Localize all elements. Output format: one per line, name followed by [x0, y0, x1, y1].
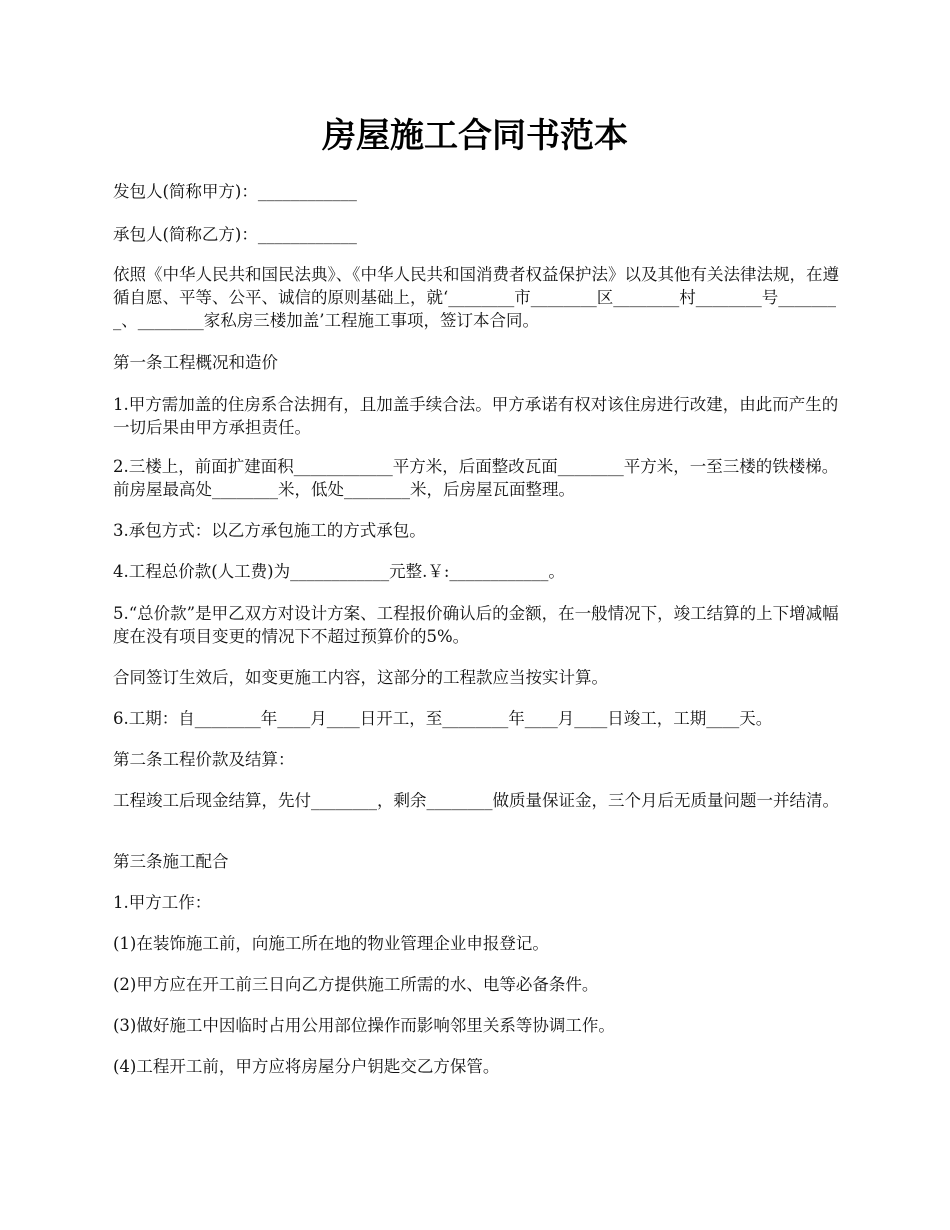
clause-3-1-item-2: (2)甲方应在开工前三日向乙方提供施工所需的水、电等必备条件。 [113, 975, 599, 994]
clause-1-4: 4.工程总价款(人工费)为____________元整.￥:____________。 [113, 562, 565, 581]
clause-1-5-note: 合同签订生效后，如变更施工内容，这部分的工程款应当按实计算。 [113, 668, 608, 687]
clause-1-3: 3.承包方式：以乙方承包施工的方式承包。 [113, 521, 426, 540]
article-2-text: 工程竣工后现金结算，先付________，剩余________做质量保证金，三个月后无质量问题一并结清。 [113, 791, 839, 810]
clause-1-6: 6.工期：自________年____月____日开工，至________年____月____日竣工，工期____天。 [113, 709, 773, 728]
document-title: 房屋施工合同书范本 [322, 116, 628, 156]
party-b-line: 承包人(简称乙方)：____________ [113, 225, 357, 244]
clause-3-1-item-4: (4)工程开工前，甲方应将房屋分户钥匙交乙方保管。 [113, 1057, 500, 1076]
clause-1-2: 2.三楼上，前面扩建面积____________平方米，后面整改瓦面________平方米，一至三楼的铁楼梯。前房屋最高处________米，低处________米，后房屋瓦面整理。 [113, 457, 839, 499]
article-3-heading: 第三条施工配合 [113, 852, 229, 871]
party-a-line: 发包人(简称甲方)：____________ [113, 182, 357, 201]
preamble-paragraph: 依照《中华人民共和国民法典》、《中华人民共和国消费者权益保护法》以及其他有关法律法规，在遵循自愿、平等、公平、诚信的原则基础上，就‘________市________区________村________号________、________家私房三楼加盖’工程施工事项，签订本合同。 [113, 265, 839, 330]
clause-3-1-item-3: (3)做好施工中因临时占用公用部位操作而影响邻里关系等协调工作。 [113, 1016, 615, 1035]
clause-1-1: 1.甲方需加盖的住房系合法拥有，且加盖手续合法。甲方承诺有权对该住房进行改建，由此而产生的一切后果由甲方承担责任。 [113, 395, 839, 437]
clause-3-1-item-1: (1)在装饰施工前，向施工所在地的物业管理企业申报登记。 [113, 934, 549, 953]
clause-3-1: 1.甲方工作： [113, 893, 212, 912]
article-2-heading: 第二条工程价款及结算： [113, 750, 295, 769]
clause-1-5: 5.“总价款”是甲乙双方对设计方案、工程报价确认后的金额，在一般情况下，竣工结算的上下增减幅度在没有项目变更的情况下不超过预算价的5%。 [113, 604, 839, 646]
article-1-heading: 第一条工程概况和造价 [113, 353, 278, 372]
